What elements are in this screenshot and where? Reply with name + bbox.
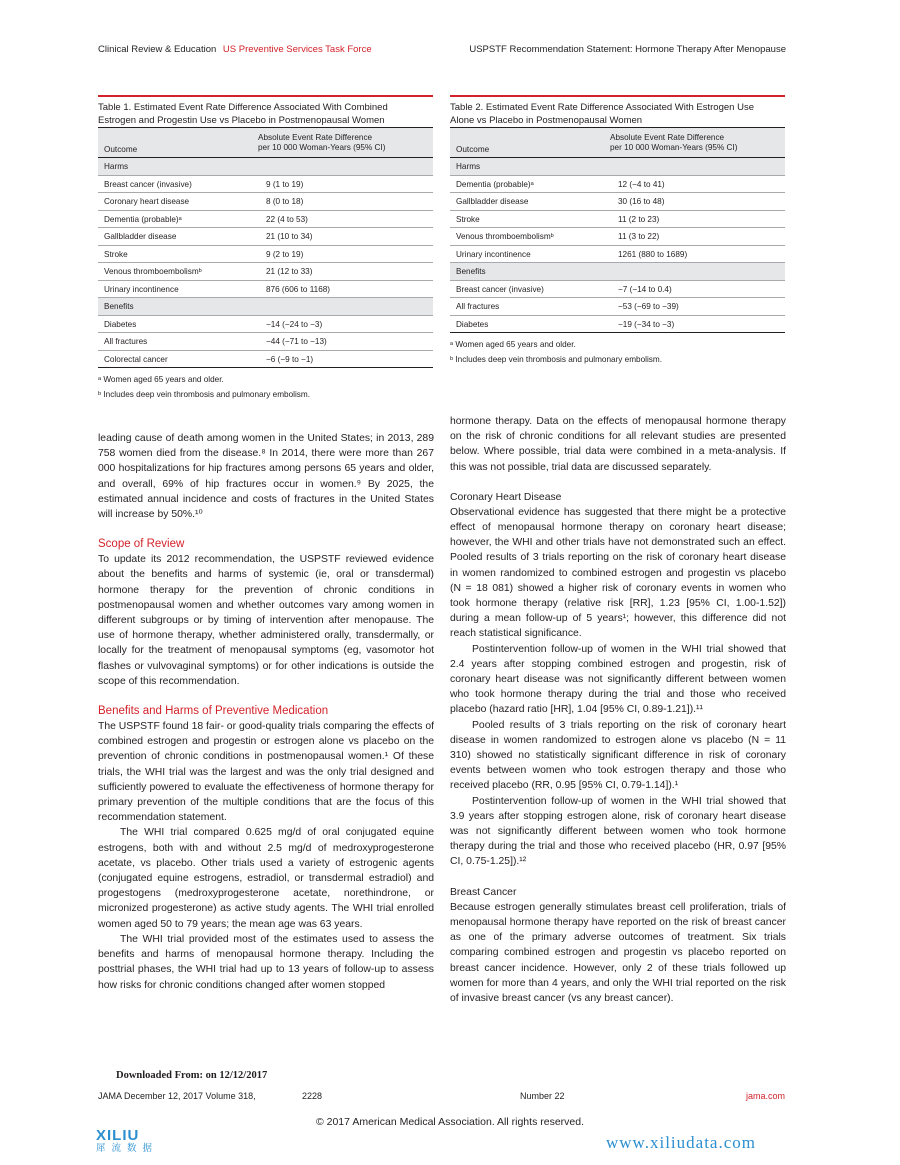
table-cell-outcome: Urinary incontinence <box>104 284 179 294</box>
footer-issue-number: Number 22 <box>520 1091 565 1101</box>
section-heading-scope: Scope of Review <box>98 538 185 551</box>
header-section-label: Clinical Review & Education <box>98 44 217 55</box>
table-2-caption-line: Alone vs Placebo in Postmenopausal Women <box>450 115 643 126</box>
table-row <box>450 297 785 315</box>
table-1-body <box>98 157 433 367</box>
table-cell-value: 21 (12 to 33) <box>266 267 313 276</box>
table-cell-value: 8 (0 to 18) <box>266 197 304 206</box>
table-row <box>450 315 785 333</box>
table-cell-outcome: Diabetes <box>104 319 137 329</box>
table-row <box>98 227 433 245</box>
table-cell-value: −14 (−24 to −3) <box>266 319 323 329</box>
table-cell-outcome: Benefits <box>104 302 134 311</box>
table-2-col-outcome: Outcome <box>456 145 490 154</box>
body-paragraph: Because estrogen generally stimulates breast cell proliferation, trials of menopausal hormone therapy have reported on the risk of breast cancer as one of the primary adverse outcomes of treatment. Six trials comparing combined estrogen and progestin vs placebo reported on breast cancer incidence. However, only 2 of these trials followed up women for more than 4 years, and only the WHI trial reported on the risk of invasive breast cancer (vs any breast cancer). <box>450 901 786 1004</box>
table-cell-outcome: Harms <box>456 162 481 171</box>
table-2-note-a: ᵃ Women aged 65 years and older. <box>450 340 576 349</box>
table-1-header <box>98 127 433 157</box>
header-title: USPSTF Recommendation Statement: Hormone Therapy After Menopause <box>469 44 786 55</box>
table-cell-value: 1261 (880 to 1689) <box>618 249 688 259</box>
section-heading-breast-cancer: Breast Cancer <box>450 886 517 898</box>
table-cell-outcome: Stroke <box>456 214 480 224</box>
table-cell-value: 22 (4 to 53) <box>266 214 308 224</box>
table-cell-value: 876 (606 to 1168) <box>266 284 331 294</box>
table-1 <box>98 95 433 400</box>
table-2-col-abs-line: per 10 000 Woman-Years (95% CI) <box>610 143 738 152</box>
running-header <box>98 44 786 58</box>
table-1-note-a: ᵃ Women aged 65 years and older. <box>98 375 224 384</box>
footer-page-number: 2228 <box>302 1091 323 1101</box>
table-cell-outcome: All fractures <box>456 302 500 311</box>
header-section <box>98 44 372 55</box>
table-row <box>98 332 433 350</box>
table-2-caption-line: Table 2. Estimated Event Rate Difference Associated With Estrogen Use <box>450 102 754 113</box>
table-2-col-abs-line: Absolute Event Rate Difference <box>610 133 725 142</box>
table-cell-outcome: Breast cancer (invasive) <box>456 284 544 294</box>
table-group-row <box>450 262 785 280</box>
body-paragraph: Pooled results of 3 trials reporting on the risk of coronary heart disease in women randomized to estrogen alone vs placebo (N = 11 310) showed no statistically significant difference in risk of coronary events between women who took estrogen therapy and those who received placebo (RR, 0.95 [95% CI, 0.79-1.14]).¹ <box>450 719 786 792</box>
table-cell-outcome: Colorectal cancer <box>104 354 168 364</box>
table-row <box>450 280 785 298</box>
right-column-text <box>450 414 786 1006</box>
table-row <box>98 262 433 280</box>
table-group-row <box>98 297 433 315</box>
table-cell-outcome: Diabetes <box>456 319 489 329</box>
table-2-note-b: ᵇ Includes deep vein thrombosis and pulmonary embolism. <box>450 355 662 364</box>
table-cell-outcome: All fractures <box>104 337 148 346</box>
table-cell-outcome: Gallbladder disease <box>456 197 529 206</box>
copyright-notice: © 2017 American Medical Association. All rights reserved. <box>315 1116 585 1128</box>
table-row <box>98 192 433 210</box>
logo-subtitle: 犀流数据 <box>96 1143 159 1154</box>
table-row <box>450 227 785 245</box>
table-cell-outcome: Breast cancer (invasive) <box>104 179 192 189</box>
watermark-url: www.xiliudata.com <box>606 1133 756 1152</box>
table-cell-outcome: Dementia (probable)ᵃ <box>104 214 182 224</box>
table-cell-value: 21 (10 to 34) <box>266 232 313 241</box>
table-2 <box>450 95 785 365</box>
body-paragraph: Postintervention follow-up of women in the WHI trial showed that 2.4 years after stopping combined estrogen and progestin, risk of coronary heart disease was not significantly different between women who took hormone therapy during the trial and those who received placebo (hazard ratio [HR], 1.04 [95% CI, 0.89-1.21]).¹¹ <box>450 643 786 716</box>
table-cell-outcome: Venous thromboembolismᵇ <box>456 232 554 241</box>
table-row <box>98 210 433 228</box>
table-cell-outcome: Benefits <box>456 267 486 276</box>
table-1-note-b: ᵇ Includes deep vein thrombosis and pulmonary embolism. <box>98 390 310 399</box>
body-paragraph: Postintervention follow-up of women in the WHI trial showed that 3.9 years after stopping estrogen alone, risk of coronary heart disease was not significantly different between women who took hormone therapy during the trial and those who received placebo (HR, 0.97 [95% CI, 0.75-1.25]).¹² <box>450 795 786 868</box>
table-1-col-outcome: Outcome <box>104 145 138 154</box>
table-row <box>450 192 785 210</box>
table-cell-outcome: Dementia (probable)ᵃ <box>456 179 534 189</box>
table-cell-value: 9 (2 to 19) <box>266 249 304 259</box>
table-row <box>98 245 433 263</box>
table-cell-value: −53 (−69 to −39) <box>618 302 679 311</box>
body-paragraph: The WHI trial provided most of the estimates used to assess the benefits and harms of menopausal hormone therapy. Including the posttrial phases, the WHI trial had up to 13 years of follow-up to assess how risks for chronic conditions changed after women stopped <box>98 933 434 991</box>
table-row <box>98 175 433 193</box>
table-group-row <box>98 157 433 175</box>
body-paragraph: The USPSTF found 18 fair- or good-quality trials comparing the effects of combined estrogen and progestin or estrogen alone vs placebo on the prevention of chronic conditions in postmenopausal women.¹ Of these trials, the WHI trial was the largest and was the only trial designed and sufficiently powered to evaluate the effectiveness of hormone therapy for primary prevention of the multiple conditions that are the focus of this recommendation statement. <box>98 721 434 824</box>
table-row <box>450 175 785 193</box>
table-row <box>450 245 785 263</box>
left-column-text <box>98 431 434 993</box>
table-cell-value: −19 (−34 to −3) <box>618 319 675 329</box>
table-1-col-abs-line: Absolute Event Rate Difference <box>258 133 373 142</box>
table-cell-value: 11 (3 to 22) <box>618 232 660 241</box>
table-1-col-abs-line: per 10 000 Woman-Years (95% CI) <box>258 143 386 152</box>
footer-url-link[interactable]: jama.com <box>746 1091 786 1101</box>
body-paragraph: The WHI trial compared 0.625 mg/d of oral conjugated equine estrogens, both with and without 2.5 mg/d of medroxyprogesterone acetate, vs placebo. Other trials used a variety of estrogenic agents (conjugated equine estrogens, estradiol, or transdermal estradiol) and progestogens (medroxyprogesterone acetate, norethindrone, or micronized progesterone) as active study agents. The WHI trial enrolled women aged 50 to 79 years; the mean age was 63 years. <box>98 827 434 930</box>
table-row <box>98 350 433 368</box>
table-cell-outcome: Urinary incontinence <box>456 249 531 259</box>
table-cell-value: 9 (1 to 19) <box>266 179 304 189</box>
section-heading-chd: Coronary Heart Disease <box>450 491 562 503</box>
table-2-body <box>450 157 785 332</box>
table-cell-outcome: Venous thromboembolismᵇ <box>104 267 202 276</box>
table-2-header <box>450 127 785 157</box>
table-1-caption-line: Table 1. Estimated Event Rate Difference Associated With Combined <box>98 102 388 113</box>
table-1-caption <box>98 97 433 127</box>
table-cell-value: −7 (−14 to 0.4) <box>618 284 672 294</box>
table-1-col-abs <box>258 133 385 153</box>
table-2-caption <box>450 97 785 127</box>
footer-journal: JAMA December 12, 2017 Volume 318, <box>98 1091 256 1101</box>
table-cell-outcome: Gallbladder disease <box>104 232 177 241</box>
table-row <box>98 315 433 333</box>
table-cell-value: −6 (−9 to −1) <box>266 354 314 364</box>
body-paragraph: Observational evidence has suggested that there might be a protective effect of menopausal hormone therapy on coronary heart disease; however, the WHI and other trials have not demonstrated such an effect. Pooled results of 3 trials reporting on the risk of coronary heart disease in women randomized to combined estrogen and progestin vs placebo (N = 18 081) showed a higher risk of coronary events in women who took hormone therapy (relative risk [RR], 1.23 [95% CI, 1.00-1.52]) during a mean follow-up of 5 years¹; however, this difference did not reach statistical significance. <box>450 506 786 640</box>
table-cell-value: −44 (−71 to −13) <box>266 337 327 346</box>
table-row <box>98 280 433 298</box>
body-paragraph: To update its 2012 recommendation, the USPSTF reviewed evidence about the benefits and harms of systemic (ie, oral or transdermal) hormone therapy for the prevention of chronic conditions in postmenopausal women and whether outcomes vary among women in different subgroups or by timing of intervention after menopause. The use of hormone therapy, whether administered orally, transdermally, or locally for the treatment of menopausal symptoms (eg, vasomotor hot flashes or vulvovaginal symptoms) or for other indications is outside the scope of this recommendation. <box>98 554 434 687</box>
body-paragraph: hormone therapy. Data on the effects of menopausal hormone therapy on the risk of chronic conditions for all relevant studies are presented below. Where possible, trial data were combined in a meta-analysis. If this was not possible, trial data are discussed separately. <box>450 416 786 473</box>
logo-wordmark: XILIU <box>96 1127 140 1144</box>
xiliu-logo <box>96 1128 158 1156</box>
body-paragraph: leading cause of death among women in the United States; in 2013, 289 758 women died from the disease.⁸ In 2014, there were more than 267 000 hospitalizations for hip fractures among persons 65 years and older, and overall, 69% of hip fractures occur in women.⁹ By 2025, the estimated annual incidence and costs of fractures in the United States will increase by 50%.¹⁰ <box>98 433 434 521</box>
table-cell-outcome: Harms <box>104 162 129 171</box>
table-1-caption-line: Estrogen and Progestin Use vs Placebo in Postmenopausal Women <box>98 115 385 126</box>
section-heading-benefits: Benefits and Harms of Preventive Medication <box>98 705 329 718</box>
table-2-col-abs <box>610 133 737 153</box>
table-cell-outcome: Stroke <box>104 249 128 259</box>
table-row <box>450 210 785 228</box>
header-subsection-label: US Preventive Services Task Force <box>222 44 372 55</box>
table-cell-value: 11 (2 to 23) <box>618 214 660 224</box>
download-stamp: Downloaded From: on 12/12/2017 <box>116 1070 268 1081</box>
table-cell-value: 30 (16 to 48) <box>618 197 665 206</box>
table-cell-value: 12 (−4 to 41) <box>618 179 665 189</box>
table-group-row <box>450 157 785 175</box>
table-cell-outcome: Coronary heart disease <box>104 197 190 206</box>
